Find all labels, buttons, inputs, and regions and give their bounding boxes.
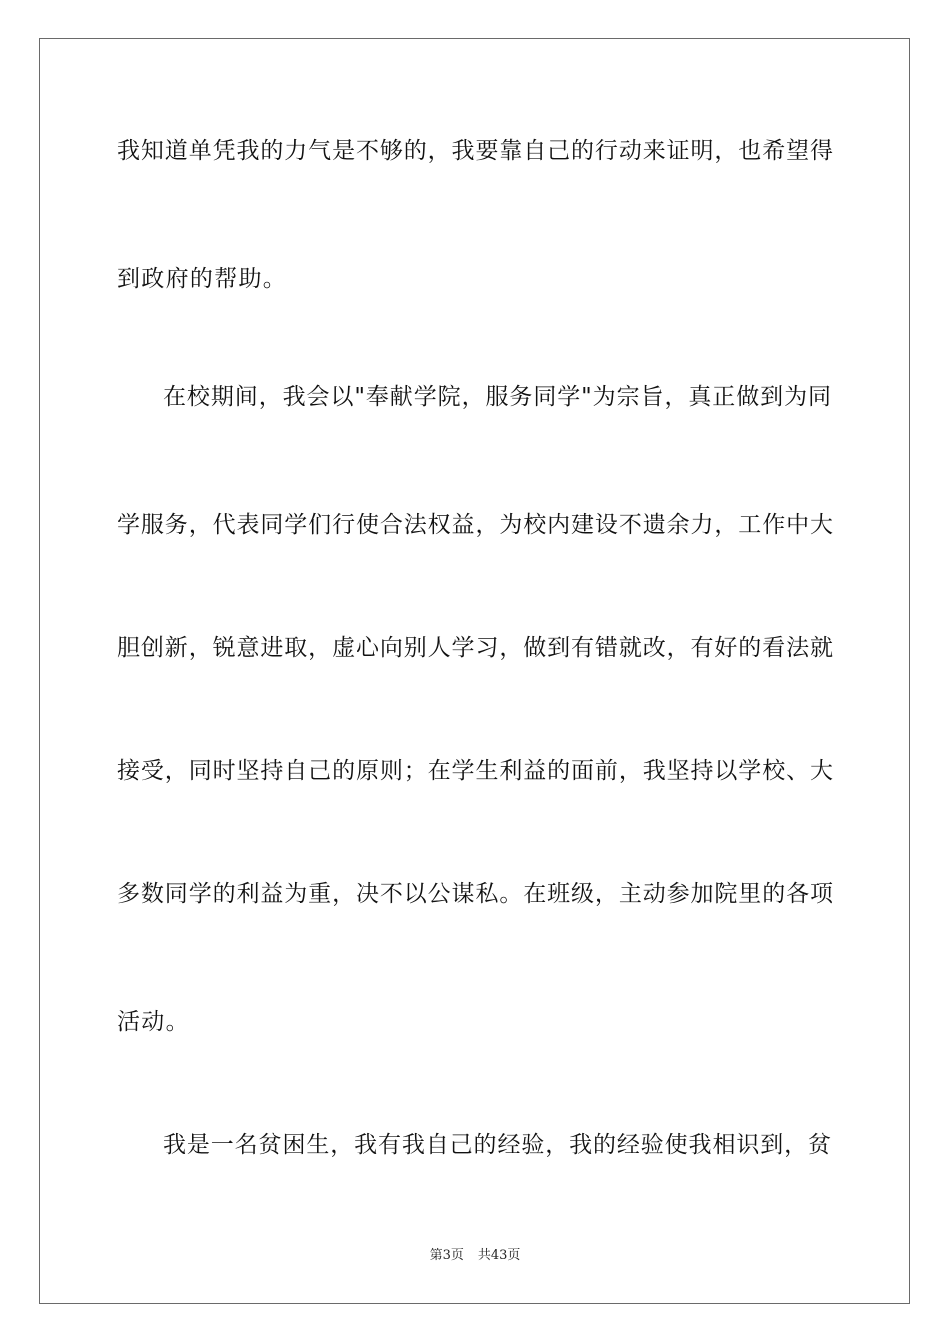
text-line: 胆创新，锐意进取，虚心向别人学习，做到有错就改，有好的看法就 [117, 635, 833, 661]
text-line: 活动。 [117, 1009, 190, 1035]
text-line: 接受，同时坚持自己的原则；在学生利益的面前，我坚持以学校、大 [117, 758, 833, 784]
paragraph-first-line: 在校期间，我会以"奉献学院，服务同学"为宗旨，真正做到为同 [163, 384, 831, 410]
page-frame [39, 38, 910, 1304]
page-total: 共43页 [477, 1248, 521, 1263]
page-number: 第3页 [429, 1248, 464, 1263]
text-line: 学服务，代表同学们行使合法权益，为校内建设不遗余力，工作中大 [117, 512, 833, 538]
text-line: 多数同学的利益为重，决不以公谋私。在班级，主动参加院里的各项 [117, 881, 833, 907]
text-line: 我知道单凭我的力气是不够的，我要靠自己的行动来证明，也希望得 [117, 138, 833, 164]
page-footer [0, 1247, 950, 1265]
text-line: 到政府的帮助。 [117, 266, 288, 292]
paragraph-first-line: 我是一名贫困生，我有我自己的经验，我的经验使我相识到，贫 [163, 1132, 831, 1158]
